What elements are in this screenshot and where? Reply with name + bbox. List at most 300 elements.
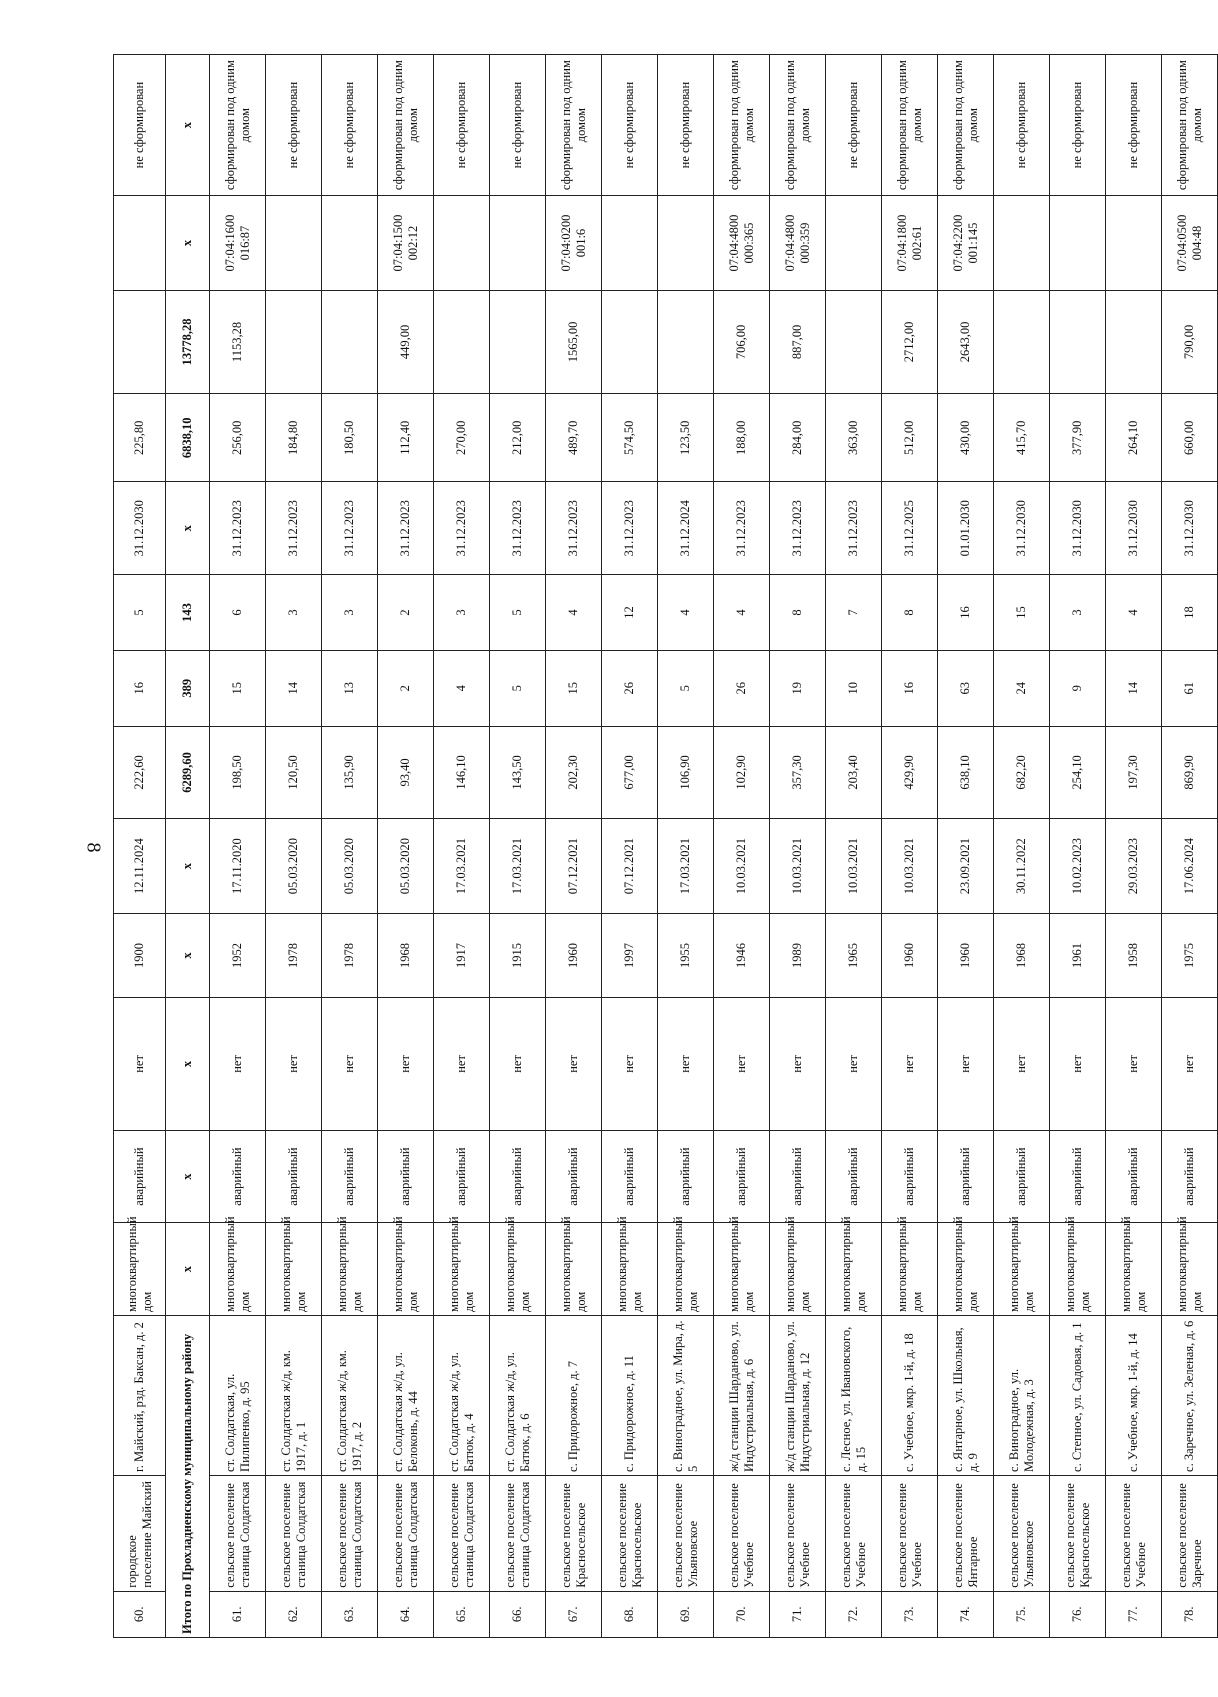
- cell-resettlement-area: 123,50: [658, 394, 714, 482]
- cell-residents: 5: [490, 650, 546, 726]
- cell-resettlement-area: 225,80: [114, 394, 166, 482]
- cell-resettlement-area: 112,40: [378, 394, 434, 482]
- cell-year-built: 1961: [1050, 913, 1106, 997]
- cell-total-area: 682,20: [994, 726, 1050, 819]
- cell-apartments: 12: [602, 575, 658, 651]
- table-body: [114, 55, 1218, 1638]
- cell-resettlement-area: 188,00: [714, 394, 770, 482]
- cell-status: аварийный: [266, 1130, 322, 1223]
- cell-resettlement-area: 430,00: [938, 394, 994, 482]
- cell-settlement: сельское поселение Янтарное: [938, 1475, 994, 1591]
- cell-settlement: сельское поселение Заречное: [1162, 1475, 1218, 1591]
- cell-total-area: 143,50: [490, 726, 546, 819]
- cell-settlement: сельское поселение Учебное: [714, 1475, 770, 1591]
- cell-cadastral: 07:04:2200 001:145: [938, 196, 994, 291]
- cell-apartments: 6: [210, 575, 266, 651]
- cell-year-built: 1955: [658, 913, 714, 997]
- cell-house-type: многоквартирный дом: [826, 1223, 882, 1316]
- cell-year-built: 1965: [826, 913, 882, 997]
- cell-resettlement-area: 270,00: [434, 394, 490, 482]
- cell-land-status: сформирован под одним домом: [714, 55, 770, 196]
- cell-num: 68.: [602, 1591, 658, 1637]
- cell-deadline: 31.12.2023: [378, 482, 434, 575]
- cell-num: 60.: [114, 1591, 166, 1637]
- cell-house-type: многоквартирный дом: [114, 1223, 166, 1316]
- cell-residents: 2: [378, 650, 434, 726]
- table-row: [714, 55, 770, 1638]
- cell-recognition-date: 29.03.2023: [1106, 819, 1162, 914]
- cell-address: ст. Солдатская ж/д, ул. Батюк, д. 6: [490, 1315, 546, 1475]
- cell-flag: нет: [210, 998, 266, 1131]
- cell-land-status: сформирован под одним домом: [210, 55, 266, 196]
- cell-total-area: 146,10: [434, 726, 490, 819]
- cell-cadastral: [114, 196, 166, 291]
- total-apartments: 143: [166, 575, 210, 651]
- table-row: [1162, 55, 1218, 1638]
- cell-apartments: 5: [490, 575, 546, 651]
- cell-flag: нет: [114, 998, 166, 1131]
- cell-status: аварийный: [658, 1130, 714, 1223]
- cell-cadastral: 07:04:1600 016:87: [210, 196, 266, 291]
- cell-status: аварийный: [1162, 1130, 1218, 1223]
- cell-address: ж/д станции Шарданово, ул. Индустриальная, д. 12: [770, 1315, 826, 1475]
- cell-resettlement-area: 377,90: [1050, 394, 1106, 482]
- cell-settlement: сельское поселение Учебное: [826, 1475, 882, 1591]
- cell-status: аварийный: [994, 1130, 1050, 1223]
- cell-recognition-date: 10.02.2023: [1050, 819, 1106, 914]
- cell-deadline: 31.12.2030: [114, 482, 166, 575]
- cell-apartments: 8: [770, 575, 826, 651]
- cell-land-status: не сформирован: [602, 55, 658, 196]
- cell-address: с. Учебное, мкр. 1-й, д. 18: [882, 1315, 938, 1475]
- cell-address: ст. Солдатская ж/д, ул. Белоконь, д. 44: [378, 1315, 434, 1475]
- table-row: [266, 55, 322, 1638]
- cell-residents: 10: [826, 650, 882, 726]
- cell-num: 65.: [434, 1591, 490, 1637]
- table-row: [322, 55, 378, 1638]
- cell-status: аварийный: [378, 1130, 434, 1223]
- cell-residents: 63: [938, 650, 994, 726]
- cell-address: ж/д станции Шарданово, ул. Индустриальная, д. 6: [714, 1315, 770, 1475]
- cell-land-area: [994, 290, 1050, 393]
- cell-house-type: многоквартирный дом: [378, 1223, 434, 1316]
- cell-land-area: [1106, 290, 1162, 393]
- cell-year-built: 1968: [378, 913, 434, 997]
- cell-recognition-date: 07.12.2021: [602, 819, 658, 914]
- cell-num: 62.: [266, 1591, 322, 1637]
- cell-land-status: не сформирован: [994, 55, 1050, 196]
- cell-total-area: 197,30: [1106, 726, 1162, 819]
- total-residents: 389: [166, 650, 210, 726]
- cell-recognition-date: 10.03.2021: [770, 819, 826, 914]
- cell-apartments: 3: [1050, 575, 1106, 651]
- cell-settlement: сельское поселение станица Солдатская: [378, 1475, 434, 1591]
- cell-num: 78.: [1162, 1591, 1218, 1637]
- cell-resettlement-area: 264,10: [1106, 394, 1162, 482]
- cell-address: с. Лесное, ул. Ивановского, д. 15: [826, 1315, 882, 1475]
- cell-cadastral: [602, 196, 658, 291]
- total-mark: x: [166, 1223, 210, 1316]
- total-mark: x: [166, 913, 210, 997]
- table-row: [378, 55, 434, 1638]
- cell-year-built: 1997: [602, 913, 658, 997]
- cell-resettlement-area: 489,70: [546, 394, 602, 482]
- cell-house-type: многоквартирный дом: [602, 1223, 658, 1316]
- cell-year-built: 1975: [1162, 913, 1218, 997]
- cell-num: 69.: [658, 1591, 714, 1637]
- cell-num: 71.: [770, 1591, 826, 1637]
- table-row: [770, 55, 826, 1638]
- cell-land-status: не сформирован: [658, 55, 714, 196]
- cell-total-area: 135,90: [322, 726, 378, 819]
- cell-residents: 16: [114, 650, 166, 726]
- cell-deadline: 31.12.2023: [546, 482, 602, 575]
- cell-flag: нет: [1050, 998, 1106, 1131]
- cell-recognition-date: 05.03.2020: [378, 819, 434, 914]
- cell-resettlement-area: 415,70: [994, 394, 1050, 482]
- cell-land-area: 887,00: [770, 290, 826, 393]
- cell-flag: нет: [994, 998, 1050, 1131]
- cell-land-status: не сформирован: [1106, 55, 1162, 196]
- cell-deadline: 31.12.2023: [770, 482, 826, 575]
- cell-apartments: 15: [994, 575, 1050, 651]
- table-row-60: [114, 55, 166, 1638]
- cell-cadastral: [1106, 196, 1162, 291]
- cell-year-built: 1952: [210, 913, 266, 997]
- cell-num: 61.: [210, 1591, 266, 1637]
- cell-residents: 4: [434, 650, 490, 726]
- cell-status: аварийный: [546, 1130, 602, 1223]
- cell-address: с. Виноградное, ул. Мира, д. 5: [658, 1315, 714, 1475]
- cell-deadline: 31.12.2030: [1106, 482, 1162, 575]
- cell-deadline: 31.12.2030: [994, 482, 1050, 575]
- cell-land-area: 790,00: [1162, 290, 1218, 393]
- cell-deadline: 31.12.2024: [658, 482, 714, 575]
- cell-deadline: 31.12.2023: [322, 482, 378, 575]
- cell-residents: 15: [210, 650, 266, 726]
- cell-cadastral: 07:04:0200 001:6: [546, 196, 602, 291]
- cell-land-area: [602, 290, 658, 393]
- cell-residents: 14: [1106, 650, 1162, 726]
- cell-house-type: многоквартирный дом: [938, 1223, 994, 1316]
- cell-cadastral: [490, 196, 546, 291]
- cell-resettlement-area: 212,00: [490, 394, 546, 482]
- cell-recognition-date: 07.12.2021: [546, 819, 602, 914]
- cell-settlement: городское поселение Майский: [114, 1475, 166, 1591]
- cell-deadline: 31.12.2030: [1162, 482, 1218, 575]
- cell-year-built: 1917: [434, 913, 490, 997]
- cell-recognition-date: 17.03.2021: [434, 819, 490, 914]
- cell-cadastral: [658, 196, 714, 291]
- cell-resettlement-area: 256,00: [210, 394, 266, 482]
- cell-cadastral: [434, 196, 490, 291]
- cell-apartments: 7: [826, 575, 882, 651]
- cell-residents: 16: [882, 650, 938, 726]
- cell-recognition-date: 05.03.2020: [322, 819, 378, 914]
- cell-total-area: 222,60: [114, 726, 166, 819]
- cell-settlement: сельское поселение Учебное: [882, 1475, 938, 1591]
- cell-recognition-date: 30.11.2022: [994, 819, 1050, 914]
- cell-settlement: сельское поселение станица Солдатская: [210, 1475, 266, 1591]
- cell-status: аварийный: [602, 1130, 658, 1223]
- cell-status: аварийный: [434, 1130, 490, 1223]
- cell-deadline: 31.12.2023: [602, 482, 658, 575]
- cell-deadline: 31.12.2023: [826, 482, 882, 575]
- cell-address: ст. Солдатская, ул. Пилипенко, д. 95: [210, 1315, 266, 1475]
- cell-apartments: 3: [434, 575, 490, 651]
- cell-flag: нет: [378, 998, 434, 1131]
- cell-apartments: 4: [658, 575, 714, 651]
- cell-year-built: 1946: [714, 913, 770, 997]
- cell-flag: нет: [938, 998, 994, 1131]
- total-mark: x: [166, 998, 210, 1131]
- cell-recognition-date: 05.03.2020: [266, 819, 322, 914]
- cell-land-area: [434, 290, 490, 393]
- cell-total-area: 202,30: [546, 726, 602, 819]
- cell-land-area: [490, 290, 546, 393]
- cell-total-area: 869,90: [1162, 726, 1218, 819]
- cell-year-built: 1978: [266, 913, 322, 997]
- cell-house-type: многоквартирный дом: [1162, 1223, 1218, 1316]
- cell-house-type: многоквартирный дом: [770, 1223, 826, 1316]
- cell-num: 75.: [994, 1591, 1050, 1637]
- cell-house-type: многоквартирный дом: [714, 1223, 770, 1316]
- cell-land-area: [266, 290, 322, 393]
- cell-residents: 26: [714, 650, 770, 726]
- cell-address: с. Придорожное, д. 7: [546, 1315, 602, 1475]
- cell-deadline: 01.01.2030: [938, 482, 994, 575]
- cell-flag: нет: [1162, 998, 1218, 1131]
- cell-house-type: многоквартирный дом: [994, 1223, 1050, 1316]
- cell-land-status: сформирован под одним домом: [546, 55, 602, 196]
- cell-flag: нет: [434, 998, 490, 1131]
- cell-total-area: 429,90: [882, 726, 938, 819]
- cell-recognition-date: 10.03.2021: [826, 819, 882, 914]
- cell-status: аварийный: [1106, 1130, 1162, 1223]
- cell-settlement: сельское поселение Учебное: [1106, 1475, 1162, 1591]
- cell-deadline: 31.12.2023: [210, 482, 266, 575]
- cell-year-built: 1960: [882, 913, 938, 997]
- cell-house-type: многоквартирный дом: [210, 1223, 266, 1316]
- cell-num: 64.: [378, 1591, 434, 1637]
- table-row: [210, 55, 266, 1638]
- cell-resettlement-area: 284,00: [770, 394, 826, 482]
- cell-address: г. Майский, рзд. Баксан, д. 2: [114, 1315, 166, 1475]
- cell-house-type: многоквартирный дом: [490, 1223, 546, 1316]
- cell-flag: нет: [490, 998, 546, 1131]
- cell-status: аварийный: [114, 1130, 166, 1223]
- cell-apartments: 4: [714, 575, 770, 651]
- cell-cadastral: 07:04:4800 000:359: [770, 196, 826, 291]
- cell-apartments: 3: [266, 575, 322, 651]
- cell-total-area: 106,90: [658, 726, 714, 819]
- cell-recognition-date: 17.03.2021: [658, 819, 714, 914]
- cell-cadastral: 07:04:4800 000:365: [714, 196, 770, 291]
- cell-status: аварийный: [1050, 1130, 1106, 1223]
- cell-settlement: сельское поселение Красносельское: [1050, 1475, 1106, 1591]
- cell-status: аварийный: [210, 1130, 266, 1223]
- cell-residents: 5: [658, 650, 714, 726]
- table-row: [602, 55, 658, 1638]
- cell-status: аварийный: [882, 1130, 938, 1223]
- total-row: [166, 55, 210, 1638]
- cell-settlement: сельское поселение Красносельское: [546, 1475, 602, 1591]
- cell-year-built: 1968: [994, 913, 1050, 997]
- cell-total-area: 93,40: [378, 726, 434, 819]
- cell-land-status: не сформирован: [434, 55, 490, 196]
- cell-address: с. Заречное, ул. Зеленая, д. 6: [1162, 1315, 1218, 1475]
- housing-table: [113, 54, 1218, 1638]
- cell-land-area: [322, 290, 378, 393]
- cell-land-status: сформирован под одним домом: [882, 55, 938, 196]
- cell-house-type: многоквартирный дом: [1106, 1223, 1162, 1316]
- cell-year-built: 1958: [1106, 913, 1162, 997]
- cell-land-status: не сформирован: [1050, 55, 1106, 196]
- cell-settlement: сельское поселение станица Солдатская: [490, 1475, 546, 1591]
- table-row: [490, 55, 546, 1638]
- cell-house-type: многоквартирный дом: [322, 1223, 378, 1316]
- total-area: 6289,60: [166, 726, 210, 819]
- cell-recognition-date: 12.11.2024: [114, 819, 166, 914]
- cell-status: аварийный: [322, 1130, 378, 1223]
- cell-land-area: [114, 290, 166, 393]
- cell-total-area: 357,30: [770, 726, 826, 819]
- cell-address: с. Учебное, мкр. 1-й, д. 14: [1106, 1315, 1162, 1475]
- cell-num: 74.: [938, 1591, 994, 1637]
- cell-apartments: 4: [546, 575, 602, 651]
- cell-num: 77.: [1106, 1591, 1162, 1637]
- cell-apartments: 4: [1106, 575, 1162, 651]
- cell-address: ст. Солдатская ж/д, ул. Батюк, д. 4: [434, 1315, 490, 1475]
- cell-resettlement-area: 660,00: [1162, 394, 1218, 482]
- cell-year-built: 1989: [770, 913, 826, 997]
- table-row: [938, 55, 994, 1638]
- table-row: [1106, 55, 1162, 1638]
- cell-land-area: 706,00: [714, 290, 770, 393]
- table-row: [826, 55, 882, 1638]
- table-row: [658, 55, 714, 1638]
- cell-house-type: многоквартирный дом: [266, 1223, 322, 1316]
- cell-address: ст. Солдатская ж/д, км. 1917, д. 1: [266, 1315, 322, 1475]
- cell-num: 70.: [714, 1591, 770, 1637]
- cell-total-area: 120,50: [266, 726, 322, 819]
- cell-house-type: многоквартирный дом: [546, 1223, 602, 1316]
- cell-deadline: 31.12.2023: [714, 482, 770, 575]
- cell-cadastral: [826, 196, 882, 291]
- document-page: [113, 54, 1204, 1638]
- cell-num: 76.: [1050, 1591, 1106, 1637]
- cell-resettlement-area: 574,50: [602, 394, 658, 482]
- cell-cadastral: [1050, 196, 1106, 291]
- total-mark: x: [166, 55, 210, 196]
- total-land-area: 13778,28: [166, 290, 210, 393]
- cell-land-status: не сформирован: [322, 55, 378, 196]
- cell-flag: нет: [602, 998, 658, 1131]
- table-row: [434, 55, 490, 1638]
- cell-land-status: сформирован под одним домом: [1162, 55, 1218, 196]
- table-row: [546, 55, 602, 1638]
- cell-flag: нет: [658, 998, 714, 1131]
- cell-residents: 24: [994, 650, 1050, 726]
- total-mark: x: [166, 1130, 210, 1223]
- cell-resettlement-area: 184,80: [266, 394, 322, 482]
- cell-cadastral: 07:04:0500 004:48: [1162, 196, 1218, 291]
- cell-land-area: 1153,28: [210, 290, 266, 393]
- cell-status: аварийный: [714, 1130, 770, 1223]
- cell-land-area: [826, 290, 882, 393]
- cell-residents: 61: [1162, 650, 1218, 726]
- cell-land-status: сформирован под одним домом: [378, 55, 434, 196]
- cell-apartments: 18: [1162, 575, 1218, 651]
- cell-resettlement-area: 180,50: [322, 394, 378, 482]
- cell-apartments: 3: [322, 575, 378, 651]
- cell-flag: нет: [322, 998, 378, 1131]
- cell-flag: нет: [882, 998, 938, 1131]
- cell-residents: 26: [602, 650, 658, 726]
- cell-num: 63.: [322, 1591, 378, 1637]
- cell-address: с. Янтарное, ул. Школьная, д. 9: [938, 1315, 994, 1475]
- cell-settlement: сельское поселение Красносельское: [602, 1475, 658, 1591]
- cell-land-area: [658, 290, 714, 393]
- cell-cadastral: [266, 196, 322, 291]
- cell-apartments: 2: [378, 575, 434, 651]
- total-mark: x: [166, 482, 210, 575]
- cell-land-status: сформирован под одним домом: [770, 55, 826, 196]
- cell-address: ст. Солдатская ж/д, км. 1917, д. 2: [322, 1315, 378, 1475]
- cell-residents: 13: [322, 650, 378, 726]
- cell-settlement: сельское поселение станица Солдатская: [434, 1475, 490, 1591]
- cell-year-built: 1978: [322, 913, 378, 997]
- cell-resettlement-area: 363,00: [826, 394, 882, 482]
- cell-house-type: многоквартирный дом: [882, 1223, 938, 1316]
- cell-deadline: 31.12.2025: [882, 482, 938, 575]
- page-number: 8: [82, 842, 105, 853]
- cell-land-status: не сформирован: [826, 55, 882, 196]
- cell-land-status: сформирован под одним домом: [938, 55, 994, 196]
- cell-deadline: 31.12.2023: [490, 482, 546, 575]
- total-mark: x: [166, 819, 210, 914]
- cell-recognition-date: 10.03.2021: [882, 819, 938, 914]
- cell-settlement: сельское поселение Ульяновское: [658, 1475, 714, 1591]
- cell-settlement: сельское поселение Ульяновское: [994, 1475, 1050, 1591]
- cell-land-status: не сформирован: [266, 55, 322, 196]
- cell-apartments: 5: [114, 575, 166, 651]
- cell-residents: 14: [266, 650, 322, 726]
- cell-recognition-date: 23.09.2021: [938, 819, 994, 914]
- cell-status: аварийный: [938, 1130, 994, 1223]
- cell-year-built: 1960: [938, 913, 994, 997]
- cell-num: 73.: [882, 1591, 938, 1637]
- cell-flag: нет: [826, 998, 882, 1131]
- cell-settlement: сельское поселение станица Солдатская: [266, 1475, 322, 1591]
- cell-cadastral: [322, 196, 378, 291]
- cell-land-area: 1565,00: [546, 290, 602, 393]
- cell-total-area: 198,50: [210, 726, 266, 819]
- cell-total-area: 638,10: [938, 726, 994, 819]
- total-resettlement-area: 6838,10: [166, 394, 210, 482]
- cell-land-area: [1050, 290, 1106, 393]
- cell-num: 72.: [826, 1591, 882, 1637]
- cell-land-area: 2643,00: [938, 290, 994, 393]
- cell-total-area: 102,90: [714, 726, 770, 819]
- cell-settlement: сельское поселение Учебное: [770, 1475, 826, 1591]
- cell-deadline: 31.12.2030: [1050, 482, 1106, 575]
- cell-deadline: 31.12.2023: [266, 482, 322, 575]
- cell-status: аварийный: [490, 1130, 546, 1223]
- cell-flag: нет: [714, 998, 770, 1131]
- table-row: [1050, 55, 1106, 1638]
- cell-land-status: не сформирован: [114, 55, 166, 196]
